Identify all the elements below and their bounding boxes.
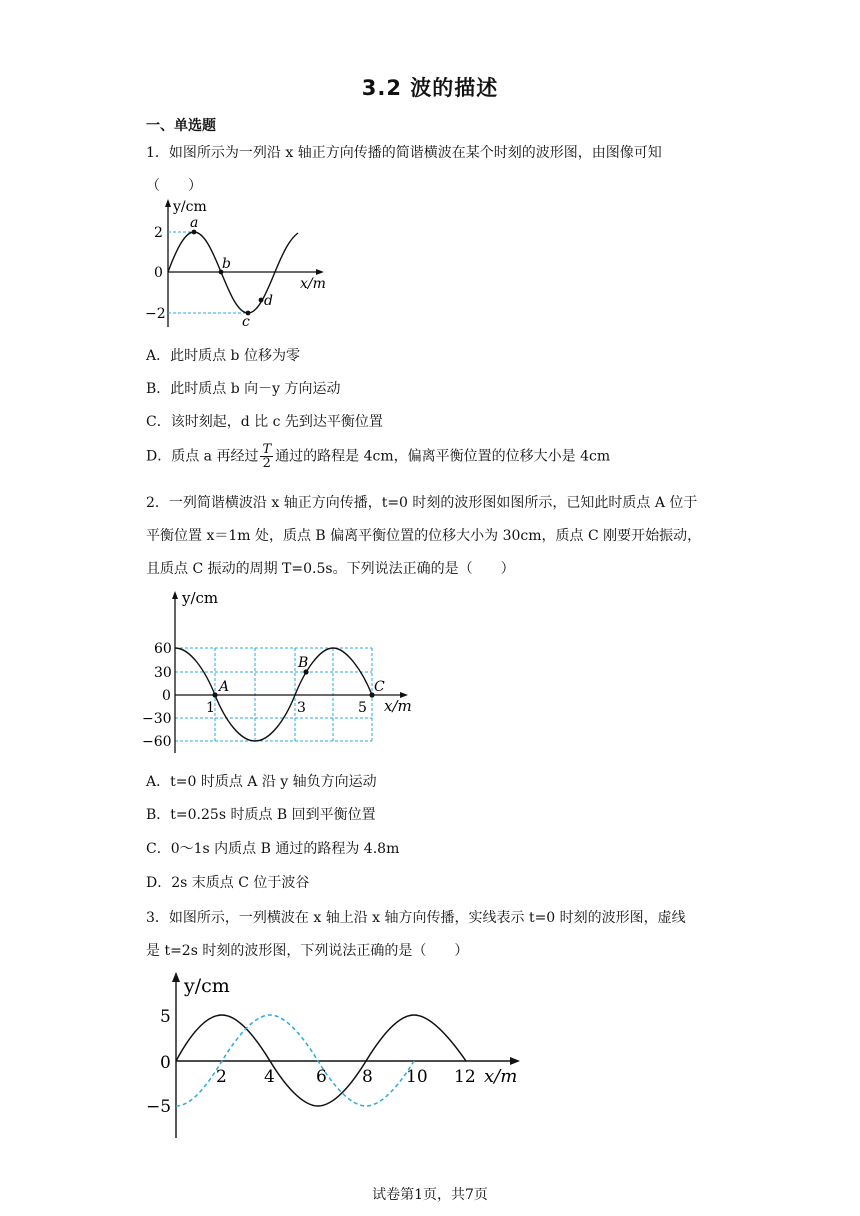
section-heading: 一、单选题 (146, 118, 216, 134)
q3-ytick-neg5: −5 (146, 1097, 172, 1117)
q1-option-d[interactable] (146, 443, 610, 470)
q2-ytick-0: 0 (162, 688, 171, 704)
q1-ytick-2: 2 (154, 225, 163, 241)
q3-line1: 3．如图所示，一列横波在 x 轴上沿 x 轴方向传播，实线表示 t=0 时刻的波形图，虚线 (146, 910, 686, 926)
q2-point-b: B (298, 655, 309, 671)
q3-xtick-12: 12 (454, 1067, 476, 1087)
q2-option-a[interactable]: A．t=0 时质点 A 沿 y 轴负方向运动 (146, 774, 377, 790)
q2-ytick-60: 60 (154, 641, 172, 657)
q3-xlabel: x/m (484, 1066, 518, 1087)
q3-ytick-5: 5 (160, 1007, 171, 1027)
q2-line2: 平衡位置 x＝1m 处，质点 B 偏离平衡位置的位移大小为 30cm，质点 C 刚要开始振动， (146, 528, 702, 544)
q2-xtick-3: 3 (297, 700, 306, 716)
q1-paren: （ ） (146, 178, 202, 194)
q1-option-b[interactable]: B．此时质点 b 向－y 方向运动 (146, 381, 341, 397)
q1-point-c: c (242, 314, 250, 330)
q1-option-d-pre: D．质点 a 再经过 (146, 448, 259, 465)
page-title: 3.2 波的描述 (361, 76, 499, 100)
q3-xtick-10: 10 (406, 1067, 428, 1087)
q3-xtick-6: 6 (316, 1067, 327, 1087)
q1-point-b: b (222, 256, 231, 272)
q1-point-d: d (264, 293, 273, 309)
q3-xtick-8: 8 (362, 1067, 373, 1087)
q1-ytick-0: 0 (154, 265, 163, 281)
q2-line3: 且质点 C 振动的周期 T=0.5s。下列说法正确的是（ ） (146, 561, 515, 577)
fraction-numerator: T (262, 442, 272, 457)
q2-option-d[interactable]: D．2s 末质点 C 位于波谷 (146, 875, 310, 891)
q2-option-b[interactable]: B．t=0.25s 时质点 B 回到平衡位置 (146, 807, 376, 823)
q3-ytick-0: 0 (160, 1053, 171, 1073)
q1-option-d-fraction (260, 443, 273, 470)
q3-line2: 是 t=2s 时刻的波形图，下列说法正确的是（ ） (146, 943, 469, 959)
q1-xlabel: x/m (300, 276, 326, 292)
q1-option-a[interactable]: A．此时质点 b 位移为零 (146, 348, 300, 364)
q2-ytick-neg60: −60 (142, 734, 172, 750)
q3-xtick-2: 2 (216, 1067, 227, 1087)
q1-ytick-neg2: −2 (145, 306, 166, 322)
q2-point-c: C (374, 679, 385, 695)
q3-wave-figure (140, 968, 530, 1140)
page-footer: 试卷第1页，共7页 (372, 1187, 488, 1203)
q2-line1: 2．一列简谐横波沿 x 轴正方向传播，t=0 时刻的波形图如图所示，已知此时质点 A 位于 (146, 495, 698, 511)
q1-point-a: a (190, 215, 199, 231)
q2-point-a: A (219, 679, 230, 695)
q2-ytick-30: 30 (154, 665, 172, 681)
q1-ylabel: y/cm (173, 199, 207, 215)
q3-ylabel: y/cm (184, 975, 230, 997)
q1-wave-figure (140, 195, 340, 330)
q2-option-c[interactable]: C．0～1s 内质点 B 通过的路程为 4.8m (146, 841, 400, 857)
q1-text: 1．如图所示为一列沿 x 轴正方向传播的简谐横波在某个时刻的波形图，由图像可知 (146, 145, 662, 161)
q2-ytick-neg30: −30 (142, 711, 172, 727)
q1-option-c[interactable]: C．该时刻起，d 比 c 先到达平衡位置 (146, 414, 383, 430)
q2-wave-figure (140, 585, 420, 755)
q2-xlabel: x/m (384, 697, 412, 715)
q2-xtick-1: 1 (206, 700, 215, 716)
q1-option-d-post: 通过的路程是 4cm，偏离平衡位置的位移大小是 4cm (275, 448, 611, 465)
fraction-denominator: 2 (262, 456, 271, 471)
q2-ylabel: y/cm (182, 589, 219, 607)
q3-xtick-4: 4 (264, 1067, 275, 1087)
q2-xtick-5: 5 (358, 700, 367, 716)
